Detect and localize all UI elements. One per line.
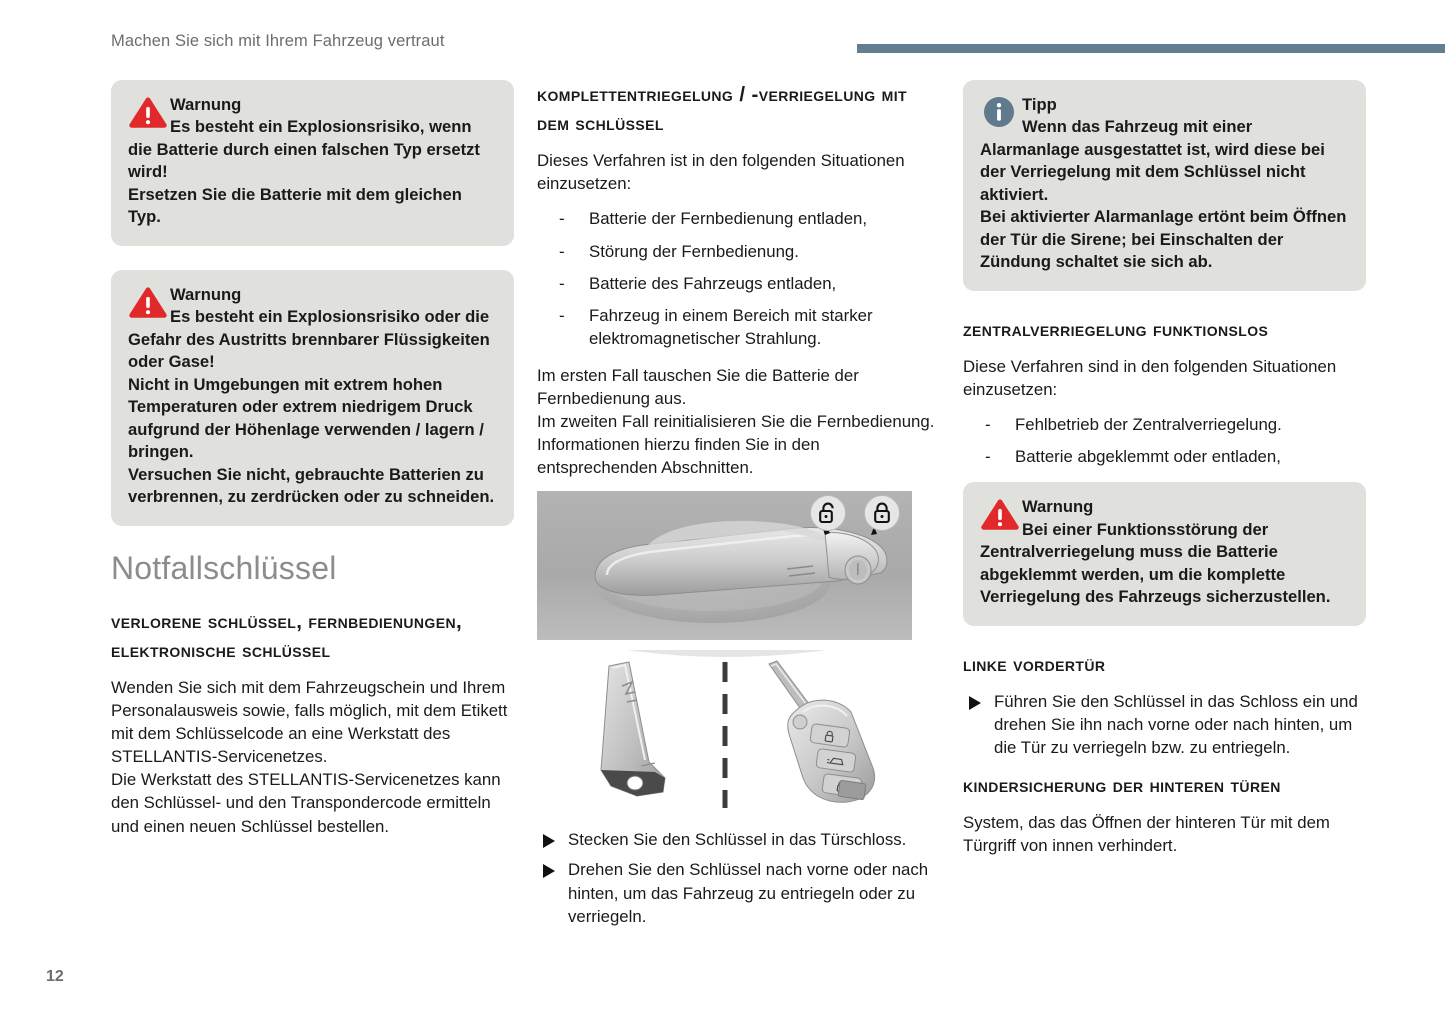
situations-list <box>537 207 940 349</box>
tip-callout-alarm <box>963 80 1366 291</box>
callout-paragraph <box>128 374 497 464</box>
callout-line: Nicht in Umgebungen mit extrem hohen Temperaturen oder extrem niedrigem Druck aufgrund der Höhenlage verwenden / lagern / bringen. <box>128 374 484 462</box>
list-item: - Batterie des Fahrzeugs entladen, <box>537 272 940 295</box>
right-column <box>963 80 1366 960</box>
body-paragraph: Dieses Verfahren ist in den folgenden Situationen einzusetzen: <box>537 151 905 194</box>
list-item: - Batterie der Fernbedienung entladen, <box>537 207 940 230</box>
callout-paragraph <box>128 184 497 229</box>
list-item: - Fehlbetrieb der Zentralverriegelung. <box>963 413 1366 436</box>
body-paragraph: Wenden Sie sich mit dem Fahrzeugschein und Ihrem Personalausweis sowie, falls möglich, mit dem Etikett mit dem Schlüsselcode an eine Werkstatt des STELLANTIS-Servicenetzes. <box>111 677 508 767</box>
warning-triangle-icon <box>128 95 168 129</box>
info-circle-icon <box>980 95 1020 129</box>
body-paragraph: Im zweiten Fall reinitialisieren Sie die Fernbedienung. <box>537 412 935 432</box>
callout-line: Versuchen Sie nicht, gebrauchte Batterien zu verbrennen, zu zerdrücken oder zu schneiden. <box>128 464 495 507</box>
chapter-title: Notfallschlüssel <box>111 549 337 586</box>
section-heading-central-locking: zentralverriegelung funktionslos <box>963 317 1269 341</box>
section-heading-lost-keys: verlorene schlüssel, fernbedienungen, elektronische schlüssel <box>111 609 463 662</box>
callout-paragraph <box>128 94 497 184</box>
callout-paragraph <box>980 496 1349 608</box>
situations-list <box>963 413 1366 468</box>
page-columns <box>111 80 1367 960</box>
list-item: Stecken Sie den Schlüssel in das Türschloss. <box>537 828 940 851</box>
callout-title: Warnung <box>170 284 242 304</box>
left-front-door-steps <box>963 690 1366 759</box>
warning-callout-battery-type <box>111 80 514 246</box>
body-paragraph: Informationen hierzu finden Sie in den entsprechenden Abschnitten. <box>537 435 820 478</box>
keys-illustration <box>537 650 940 818</box>
callout-paragraph <box>128 464 497 509</box>
list-item: - Fahrzeug in einem Bereich mit starker elektromagnetischer Strahlung. <box>537 304 940 350</box>
callout-paragraph <box>980 206 1349 273</box>
warning-callout-flammable <box>111 270 514 526</box>
list-item: Führen Sie den Schlüssel in das Schloss ein und drehen Sie ihn nach vorne oder nach hinten, um die Tür zu verriegeln bzw. zu entriegeln. <box>963 690 1366 759</box>
left-column <box>111 80 514 960</box>
section-heading-left-front-door: linke vordertür <box>963 652 1106 676</box>
warning-callout-central-locking <box>963 482 1366 625</box>
list-item: Drehen Sie den Schlüssel nach vorne oder nach hinten, um das Fahrzeug zu entriegeln oder zu verriegeln. <box>537 858 940 927</box>
section-heading-child-lock: kindersicherung der hinteren türen <box>963 774 1281 798</box>
warning-triangle-icon <box>128 285 168 319</box>
list-item: - Störung der Fernbedienung. <box>537 240 940 263</box>
list-item: - Batterie abgeklemmt oder entladen, <box>963 445 1366 468</box>
callout-line: Wenn das Fahrzeug mit einer Alarmanlage ausgestattet ist, wird diese bei der Verriegelung mit dem Schlüssel nicht aktiviert. <box>980 117 1325 204</box>
callout-title: Warnung <box>1022 497 1094 517</box>
callout-title: Tipp <box>1022 95 1057 114</box>
body-paragraph: Diese Verfahren sind in den folgenden Situationen einzusetzen: <box>963 356 1337 400</box>
body-paragraph: System, das das Öffnen der hinteren Tür mit dem Türgriff von innen verhindert. <box>963 813 1330 856</box>
callout-line: Bei einer Funktionsstörung der Zentralverriegelung muss die Batterie abgeklemmt werden, um die komplette Verriegelung des Fahrzeugs sicherzustellen. <box>980 519 1331 607</box>
body-paragraph: Im ersten Fall tauschen Sie die Batterie der Fernbedienung aus. <box>537 365 859 408</box>
body-paragraph: Die Werkstatt des STELLANTIS-Servicenetzes kann den Schlüssel- und den Transpondercode ermitteln und einen neuen Schlüssel bestellen. <box>111 770 501 836</box>
callout-line: Es besteht ein Explosionsrisiko, wenn die Batterie durch einen falschen Typ ersetzt wird! <box>128 117 480 182</box>
callout-line: Bei aktivierter Alarmanlage ertönt beim Öffnen der Tür die Sirene; bei Einschalten der Zündung schaltet sie sich ab. <box>980 207 1347 272</box>
section-heading-full-unlock: komplettentriegelung / -verriegelung mit dem schlüssel <box>537 83 907 136</box>
middle-column <box>537 80 940 960</box>
warning-triangle-icon <box>980 497 1020 531</box>
callout-title: Warnung <box>170 95 242 114</box>
header-rule <box>857 44 1445 53</box>
running-head: Machen Sie sich mit Ihrem Fahrzeug vertraut <box>111 32 445 50</box>
door-handle-illustration <box>537 491 940 640</box>
callout-paragraph <box>980 94 1349 206</box>
callout-line: Ersetzen Sie die Batterie mit dem gleichen Typ. <box>128 184 462 227</box>
callout-paragraph <box>128 284 497 374</box>
page-number: 12 <box>46 968 64 985</box>
callout-line: Es besteht ein Explosionsrisiko oder die Gefahr des Austritts brennbarer Flüssigkeiten oder Gase! <box>128 307 490 372</box>
key-usage-steps <box>537 828 940 927</box>
